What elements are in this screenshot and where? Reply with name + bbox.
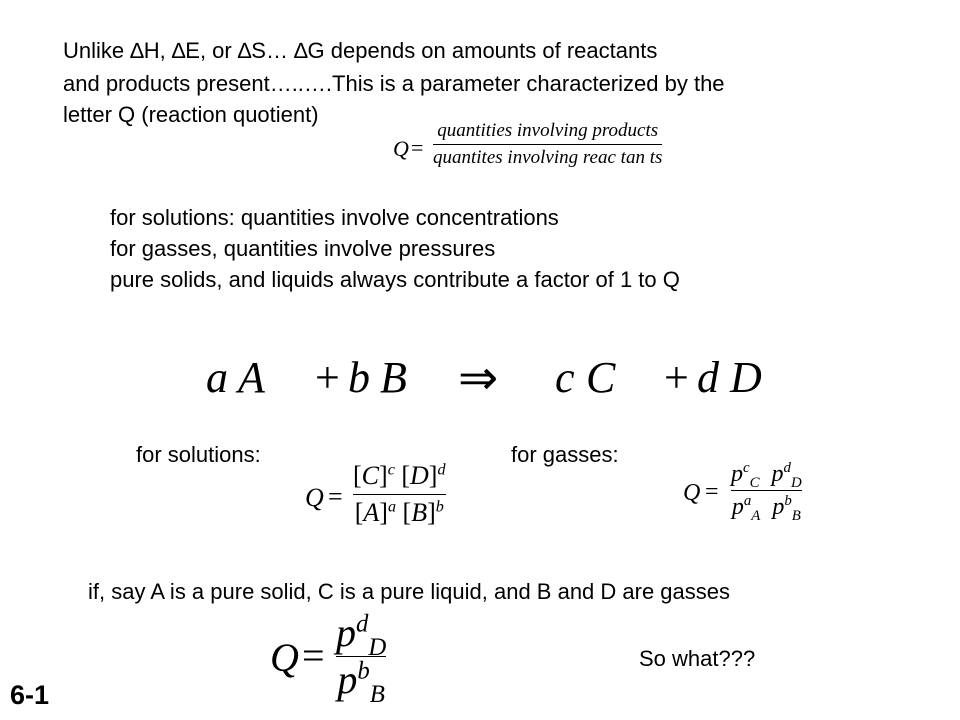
intro-line-2: and products present…..….This is a parameter characterized by the	[63, 71, 725, 96]
slide-number: 6-1	[10, 680, 50, 710]
species-B: B	[380, 353, 407, 402]
numerator-text: quantities involving products	[437, 120, 659, 141]
denominator-text: quantites involving reac tan ts	[433, 147, 663, 168]
species-C: C	[586, 353, 616, 402]
q-symbol: Q	[393, 136, 409, 161]
q-definition-fraction	[433, 118, 662, 171]
equals-sign: =	[328, 482, 343, 511]
denominator-pressures: $p^a_A$ $p^b_B$	[731, 493, 801, 524]
coef-d: d	[697, 353, 719, 402]
rule-gasses: for gasses, quantities involve pressures	[110, 236, 496, 261]
condition-text: if, say A is a pure solid, C is a pure liquid, and B and D are gasses	[88, 579, 731, 604]
gasses-label: for gasses:	[511, 442, 619, 467]
coef-c: c	[555, 353, 575, 402]
intro-line-1: Unlike ∆H, ∆E, or ∆S… ∆G depends on amounts of reactants	[63, 38, 658, 63]
solutions-q-formula	[305, 458, 465, 548]
equals-sign: =	[411, 135, 424, 160]
denominator-pb: $p^b_B$	[337, 657, 385, 708]
intro-line-3: letter Q (reaction quotient)	[63, 102, 319, 127]
denominator-concentrations: $[A]^a$ $[B]^b$	[354, 498, 444, 527]
reaction-arrow: ⇒	[458, 352, 499, 405]
q-definition-formula	[393, 118, 723, 182]
plus-1: +	[315, 353, 340, 402]
equals-sign: =	[302, 633, 325, 678]
species-A: A	[238, 353, 265, 402]
species-D: D	[730, 353, 762, 402]
so-what-text: So what???	[639, 646, 756, 671]
q-symbol: Q	[270, 635, 299, 680]
rule-solutions: for solutions: quantities involve concentrations	[110, 205, 559, 230]
numerator-pressures: $p^c_C$ $p^d_D$	[731, 460, 802, 491]
coef-a: a	[206, 353, 228, 402]
numerator-concentrations: $[C]^c$ $[D]^d$	[353, 461, 446, 490]
gasses-q-formula	[683, 458, 823, 538]
reduced-fraction	[336, 610, 387, 708]
equals-sign: =	[705, 479, 719, 505]
numerator-pd: $p^d_D$	[336, 610, 387, 661]
reduced-q-formula	[270, 612, 390, 707]
solutions-label: for solutions:	[136, 442, 261, 467]
q-symbol: Q	[683, 480, 701, 506]
coef-b: b	[348, 353, 370, 402]
reaction-equation	[200, 352, 820, 412]
rule-solids-liquids: pure solids, and liquids always contribute a factor of 1 to Q	[110, 267, 680, 292]
plus-2: +	[664, 353, 689, 402]
q-symbol: Q	[305, 483, 324, 512]
pressure-fraction	[731, 458, 802, 523]
concentration-fraction	[353, 458, 446, 531]
